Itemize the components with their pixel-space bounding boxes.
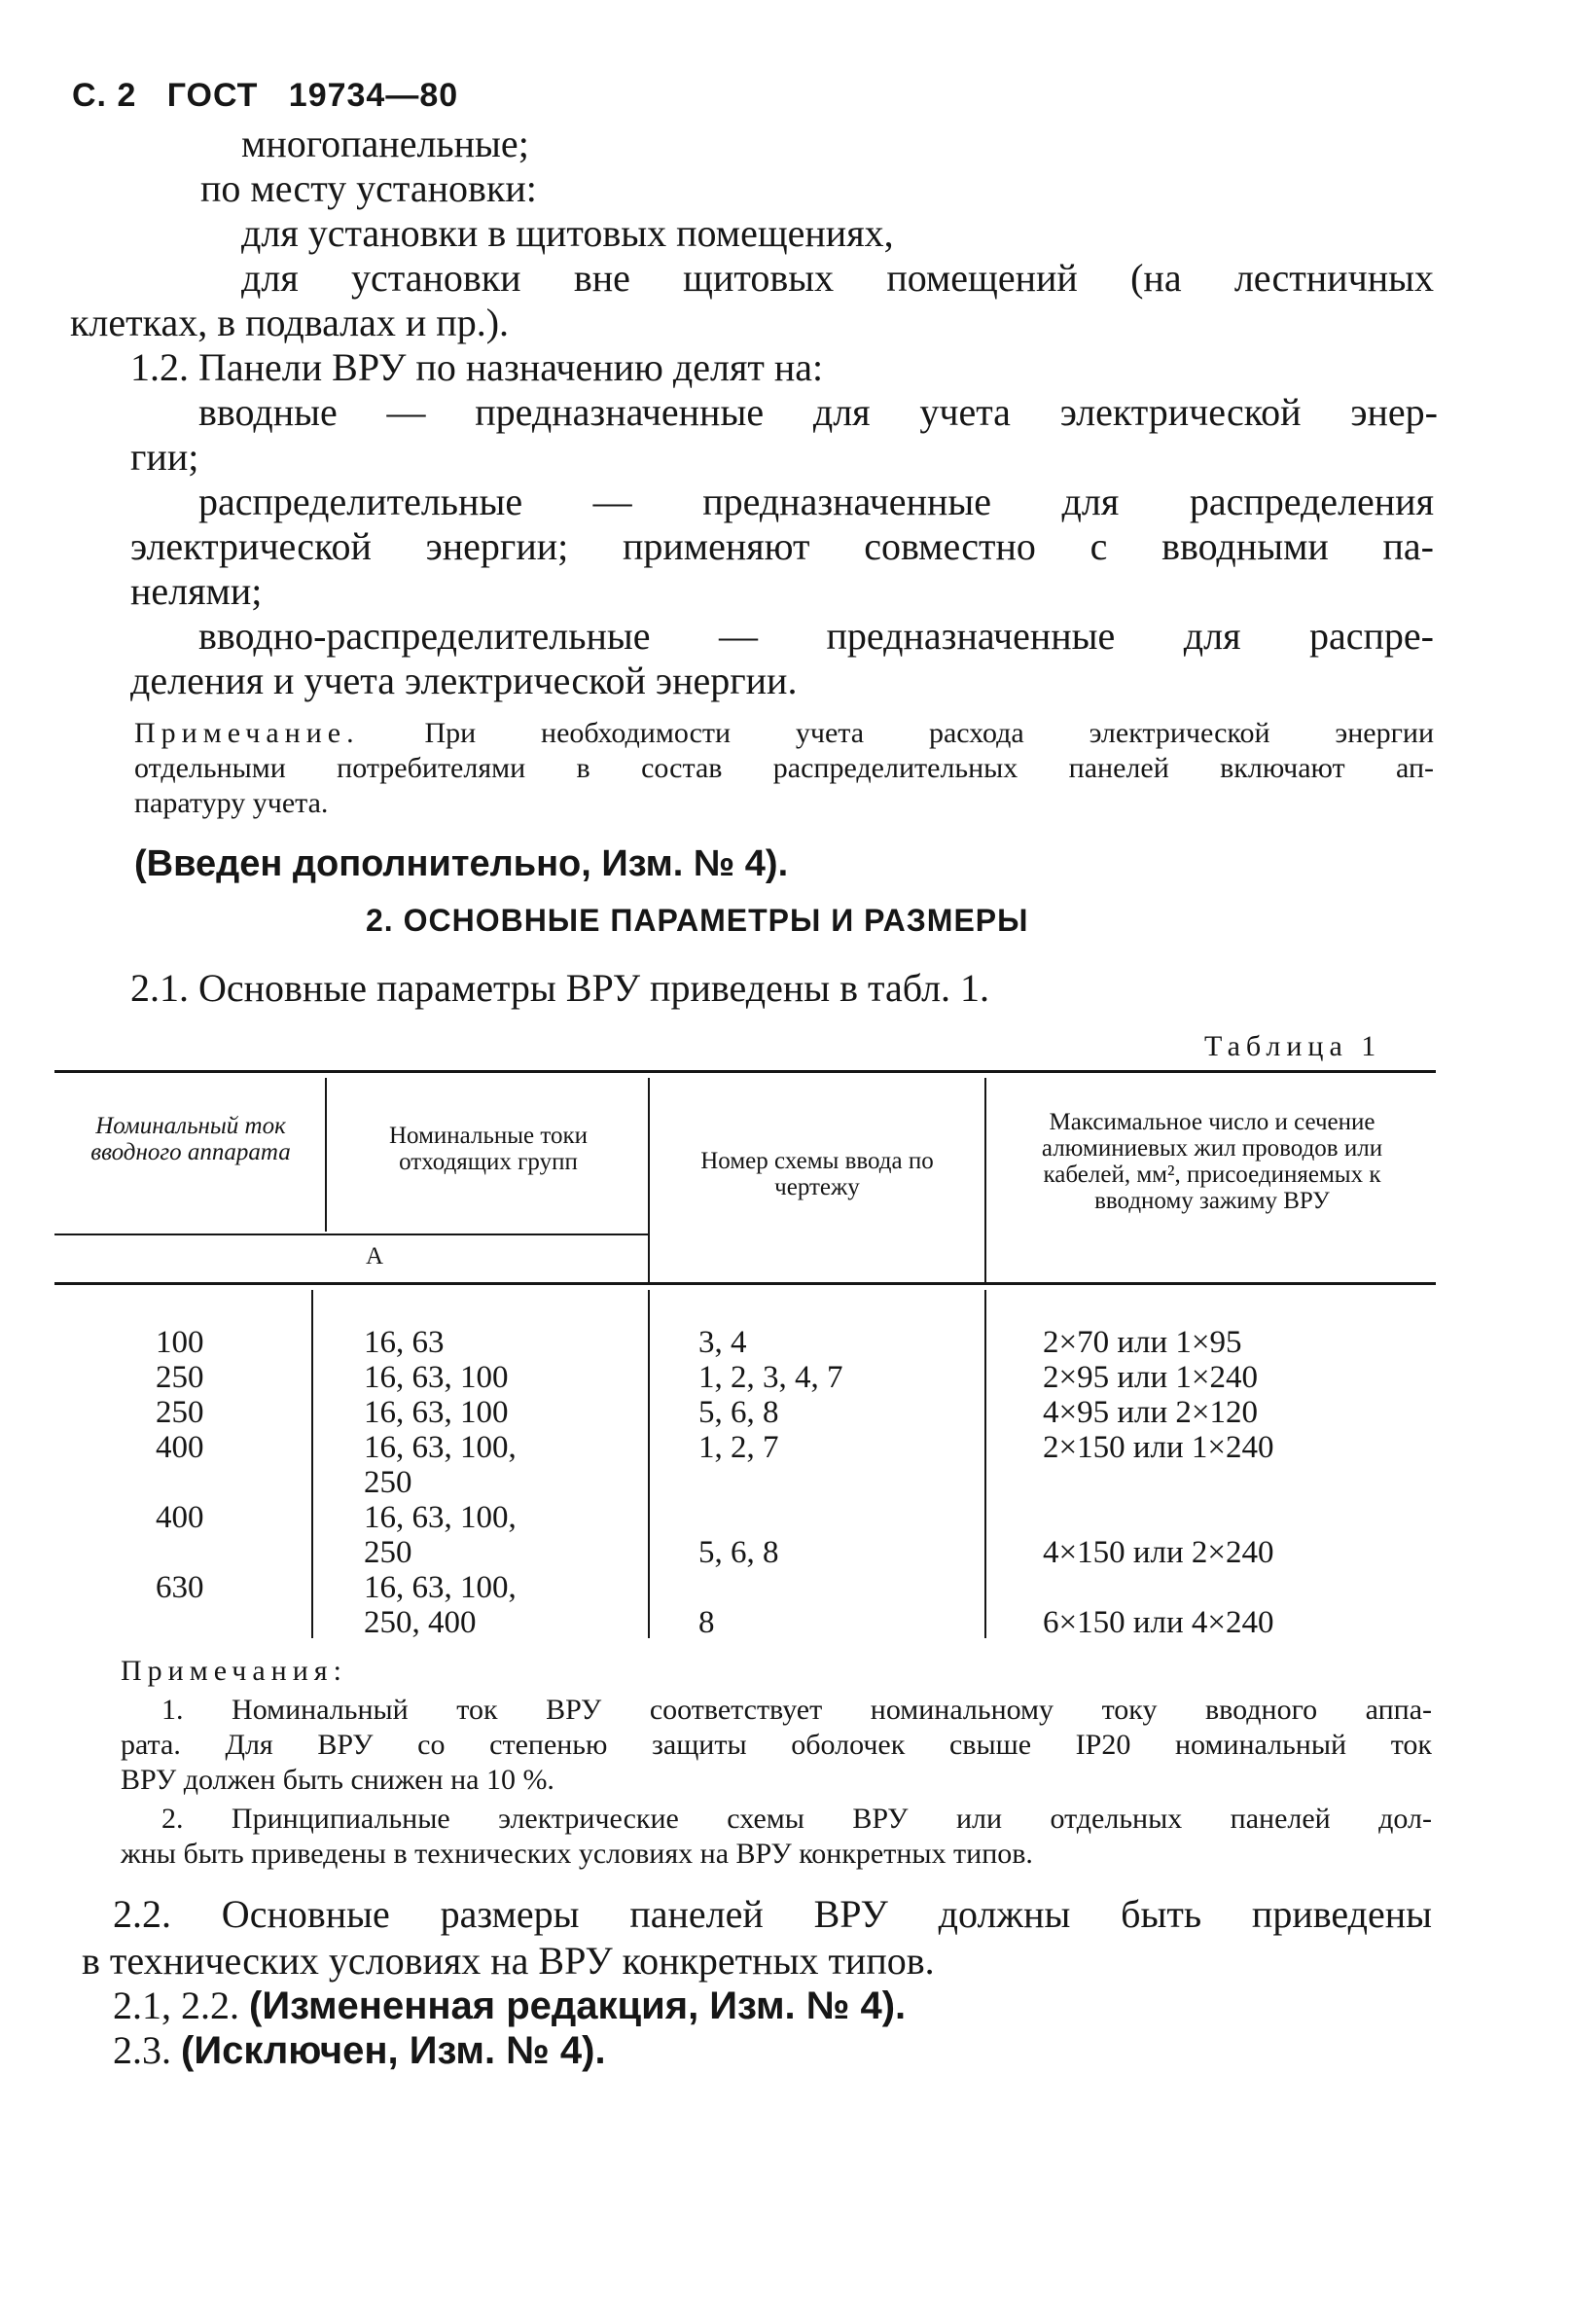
table-cell: 5, 6, 8 — [698, 1535, 779, 1570]
clause-2-1: 2.1. Основные параметры ВРУ приведены в табл. 1. — [130, 966, 990, 1010]
table-cell: 8 — [698, 1605, 715, 1640]
table-cell: 5, 6, 8 — [698, 1395, 779, 1430]
table-cell: 1, 2, 7 — [698, 1430, 779, 1465]
clause-number: 2.1, 2.2. — [113, 1984, 239, 2027]
table-caption: Таблица 1 — [1204, 1030, 1382, 1062]
standard-number: 19734—80 — [288, 77, 459, 114]
note-line: отдельными потребителями в состав распределительных панелей включают ап- — [134, 752, 1434, 784]
table-cell: 3, 4 — [698, 1325, 747, 1360]
header-bottom-rule — [54, 1282, 1436, 1285]
table-cell: 1, 2, 3, 4, 7 — [698, 1360, 843, 1395]
amendment-note: (Исключен, Изм. № 4). — [181, 2029, 606, 2072]
note-line: паратуру учета. — [134, 787, 329, 819]
text-line: деления и учета электрической энергии. — [130, 659, 798, 702]
table-cell: 2×150 или 1×240 — [1043, 1430, 1274, 1465]
table-header-cell: Номер схемы ввода по чертежу — [700, 1148, 934, 1200]
table-cell: 6×150 или 4×240 — [1043, 1605, 1274, 1640]
col-divider — [648, 1078, 650, 1282]
note-line: жны быть приведены в технических условиях на ВРУ конкретных типов. — [121, 1838, 1033, 1870]
table-cell: 4×95 или 2×120 — [1043, 1395, 1259, 1430]
table-cell: 250, 400 — [364, 1605, 477, 1640]
text-line: электрической энергии; применяют совместно с вводными па- — [130, 524, 1434, 568]
table-cell: 4×150 или 2×240 — [1043, 1535, 1274, 1570]
col-divider — [984, 1290, 986, 1638]
note-label: Примечание. — [134, 717, 360, 749]
clause-number: 2.3. — [113, 2028, 171, 2072]
col-divider — [311, 1290, 313, 1638]
table-header-cell: Максимальное число и сечение алюминиевых жил проводов или кабелей, мм², присоединяемых к вводному зажиму ВРУ — [1041, 1109, 1383, 1214]
table-cell: 2×70 или 1×95 — [1043, 1325, 1242, 1360]
note-line: 2. Принципиальные электрические схемы ВРУ или отдельных панелей дол- — [161, 1803, 1432, 1835]
col-divider — [325, 1078, 327, 1232]
table-cell: 16, 63, 100 — [364, 1395, 509, 1430]
text-line: для установки вне щитовых помещений (на лестничных — [241, 256, 1434, 300]
table-cell: 250 — [156, 1360, 204, 1395]
note-line: 1. Номинальный ток ВРУ соответствует номинальному току вводного аппа- — [161, 1694, 1432, 1726]
amendment-line — [113, 2027, 606, 2074]
note-line: рата. Для ВРУ со степенью защиты оболочек свыше IP20 номинальный ток — [121, 1729, 1432, 1761]
table-cell: 16, 63, 100, — [364, 1570, 517, 1605]
text-line: распределительные — предназначенные для распределения — [198, 480, 1434, 523]
amendment-line — [113, 1983, 906, 2029]
table-cell: 400 — [156, 1500, 204, 1535]
page-header — [72, 72, 458, 119]
clause-2-2: 2.2. Основные размеры панелей ВРУ должны быть приведены — [113, 1892, 1432, 1936]
text-line: вводно-распределительные — предназначенные для распре- — [198, 614, 1434, 658]
clause-1-2: 1.2. Панели ВРУ по назначению делят на: — [130, 345, 824, 389]
table-header-cell: Номинальный ток вводного аппарата — [90, 1113, 291, 1165]
table-cell: 16, 63, 100 — [364, 1360, 509, 1395]
note-text: При необходимости учета расхода электрической энергии — [424, 717, 1435, 749]
table-cell: 250 — [364, 1535, 412, 1570]
amendment-note: (Измененная редакция, Изм. № 4). — [249, 1984, 907, 2027]
text-line: гии; — [130, 435, 199, 479]
section-title: 2. ОСНОВНЫЕ ПАРАМЕТРЫ И РАЗМЕРЫ — [366, 903, 1029, 938]
table-cell: 16, 63, 100, — [364, 1430, 517, 1465]
amendment-note: (Введен дополнительно, Изм. № 4). — [134, 843, 789, 884]
table-top-rule — [54, 1070, 1436, 1073]
table-header-cell: Номинальные токи отходящих групп — [389, 1123, 588, 1175]
text-line: клетках, в подвалах и пр.). — [70, 301, 510, 344]
text-line: вводные — предназначенные для учета электрической энер- — [198, 390, 1438, 434]
table-cell: 400 — [156, 1430, 204, 1465]
text-line: для установки в щитовых помещениях, — [241, 211, 894, 255]
table-cell: 2×95 или 1×240 — [1043, 1360, 1259, 1395]
col-divider — [984, 1078, 986, 1282]
notes-label: Примечания: — [121, 1655, 347, 1687]
page-number: С. 2 — [72, 77, 137, 114]
text-line: нелями; — [130, 569, 263, 613]
table-cell: 16, 63 — [364, 1325, 445, 1360]
standard-label: ГОСТ — [166, 77, 259, 114]
table-cell: 100 — [156, 1325, 204, 1360]
table-cell: 250 — [364, 1465, 412, 1500]
unit-rule — [54, 1234, 650, 1235]
text-line: многопанельные; — [241, 122, 529, 165]
table-cell: 250 — [156, 1395, 204, 1430]
text-line: по месту установки: — [200, 166, 537, 210]
col-divider — [648, 1290, 650, 1638]
note-line — [134, 716, 1434, 751]
text-line: в технических условиях на ВРУ конкретных типов. — [82, 1939, 935, 1983]
table-cell: 16, 63, 100, — [364, 1500, 517, 1535]
note-line: ВРУ должен быть снижен на 10 %. — [121, 1764, 554, 1796]
table-cell: 630 — [156, 1570, 204, 1605]
table-header-unit: А — [365, 1243, 384, 1269]
